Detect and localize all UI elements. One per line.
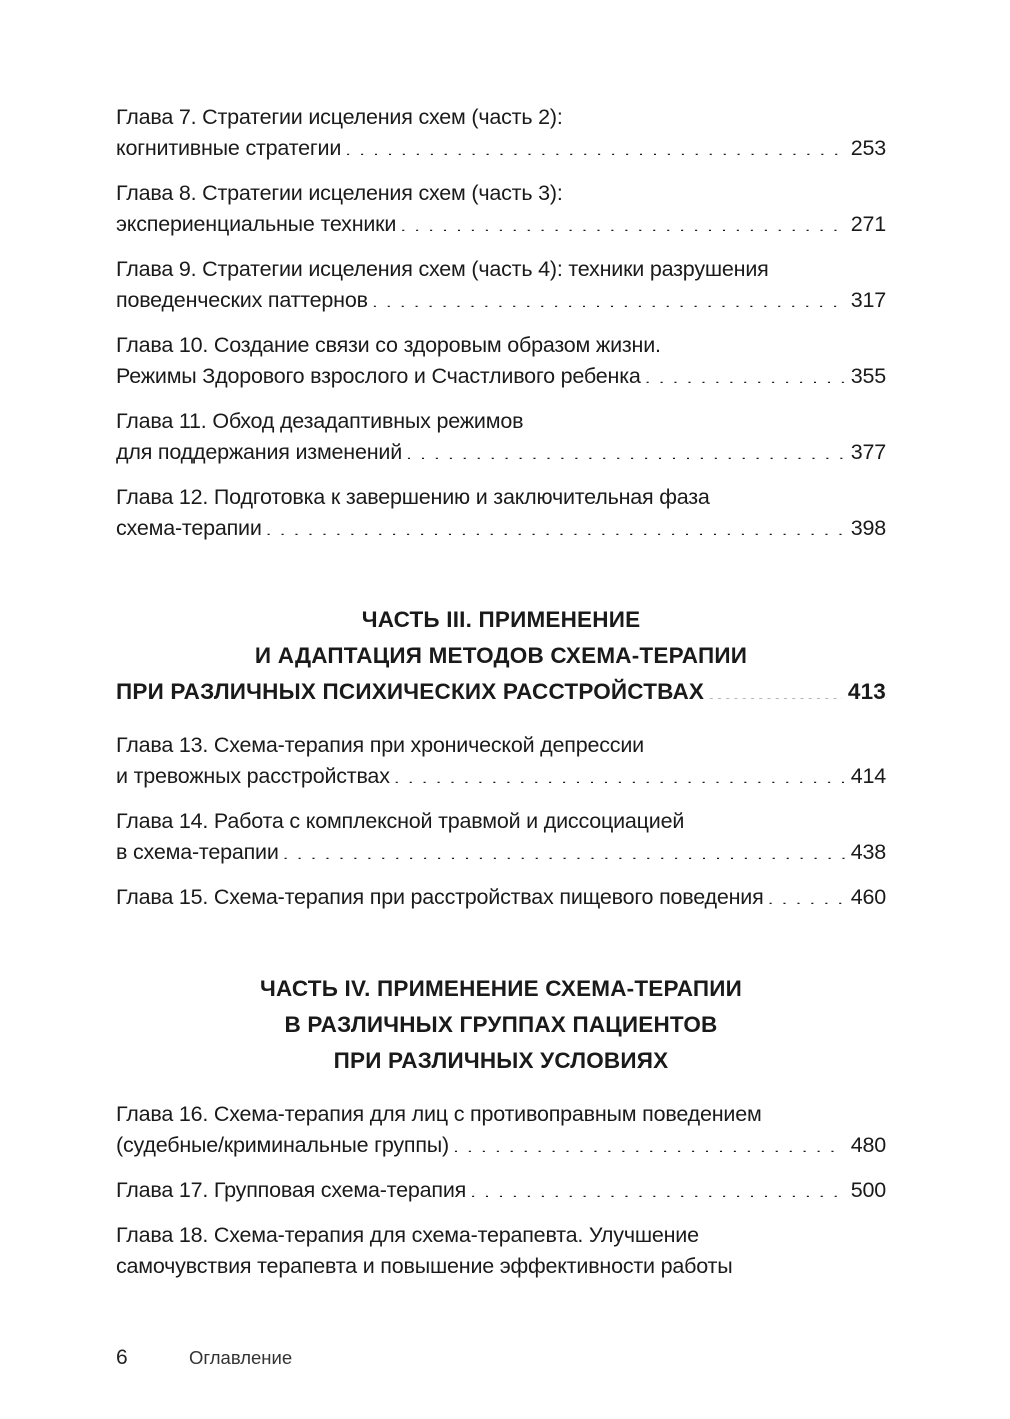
toc-entry-title: Глава 15. Схема-терапия при расстройствах пищевого поведения	[116, 885, 764, 909]
page-number: 253	[850, 136, 886, 160]
toc-entry-chapter-18	[116, 1220, 886, 1282]
part-heading-line: ЧАСТЬ III. ПРИМЕНЕНИЕ	[361, 607, 641, 632]
toc-entry-title-cont: (судебные/криминальные группы)	[116, 1133, 449, 1157]
page-number: 480	[850, 1133, 886, 1157]
toc-entry-title-cont: поведенческих паттернов	[116, 288, 368, 312]
toc-entry-title-cont: для поддержания изменений	[116, 440, 403, 464]
toc-entry-title-cont: самочувствия терапевта и повышение эффективности работы	[116, 1254, 733, 1278]
page-number: 500	[850, 1178, 886, 1202]
toc-entry-title-cont: и тревожных расстройствах	[116, 764, 390, 788]
page-number: 413	[847, 679, 886, 704]
dot-leader	[708, 677, 842, 700]
page-number: 460	[850, 885, 886, 909]
page-number: 271	[850, 212, 886, 236]
toc-entry-chapter-11	[116, 406, 886, 468]
toc-entry-title-cont: в схема-терапии	[116, 840, 279, 864]
toc-entry-title: Глава 16. Схема-терапия для лиц с противоправным поведением	[116, 1102, 762, 1126]
toc-entry-title: Глава 17. Групповая схема-терапия	[116, 1178, 467, 1202]
toc-entry-chapter-15	[116, 882, 886, 913]
folio-page-number: 6	[116, 1346, 128, 1369]
toc-entry-title: Глава 13. Схема-терапия при хронической депрессии	[116, 733, 644, 757]
part-heading-line: ПРИ РАЗЛИЧНЫХ УСЛОВИЯХ	[333, 1048, 669, 1073]
page-number: 355	[850, 364, 886, 388]
toc-entry-title-cont: экспериенциальные техники	[116, 212, 397, 236]
page-number: 377	[850, 440, 886, 464]
part-iii-heading	[116, 602, 886, 710]
toc-entry-chapter-12	[116, 482, 886, 544]
dot-leader	[394, 762, 845, 784]
part-heading-line: ПРИ РАЗЛИЧНЫХ ПСИХИЧЕСКИХ РАССТРОЙСТВАХ	[116, 679, 705, 704]
toc-entry-title: Глава 8. Стратегии исцеления схем (часть 3):	[116, 181, 563, 205]
part-heading-line: ЧАСТЬ IV. ПРИМЕНЕНИЕ СХЕМА-ТЕРАПИИ	[259, 976, 743, 1001]
toc-entry-chapter-16	[116, 1099, 886, 1161]
page-number: 414	[850, 764, 886, 788]
page-number: 398	[850, 516, 886, 540]
running-title: Оглавление	[189, 1347, 293, 1368]
toc-entry-chapter-8	[116, 178, 886, 240]
toc-entry-chapter-17	[116, 1175, 886, 1206]
part-iv-heading	[116, 971, 886, 1079]
toc-entry-chapter-7	[116, 102, 886, 164]
page-number: 438	[850, 840, 886, 864]
dot-leader	[345, 134, 845, 156]
dot-leader	[266, 514, 845, 536]
toc-entry-title: Глава 10. Создание связи со здоровым образом жизни.	[116, 333, 661, 357]
toc-entry-chapter-13	[116, 730, 886, 792]
toc-entry-title: Глава 7. Стратегии исцеления схем (часть 2):	[116, 105, 563, 129]
toc-entry-title-cont: Режимы Здорового взрослого и Счастливого ребенка	[116, 364, 641, 388]
toc-entry-chapter-14	[116, 806, 886, 868]
toc-entry-chapter-9	[116, 254, 886, 316]
part-heading-line: В РАЗЛИЧНЫХ ГРУППАХ ПАЦИЕНТОВ	[284, 1012, 718, 1037]
page-number: 317	[850, 288, 886, 312]
dot-leader	[406, 438, 845, 460]
dot-leader	[372, 286, 845, 308]
toc-entry-title: Глава 14. Работа с комплексной травмой и диссоциацией	[116, 809, 685, 833]
dot-leader	[645, 362, 845, 384]
dot-leader	[470, 1176, 845, 1198]
page-footer	[116, 1346, 292, 1370]
toc-entry-title: Глава 18. Схема-терапия для схема-терапевта. Улучшение	[116, 1223, 699, 1247]
toc-entry-title: Глава 9. Стратегии исцеления схем (часть 4): техники разрушения	[116, 257, 769, 281]
dot-leader	[283, 838, 845, 860]
toc-entry-title-cont: схема-терапии	[116, 516, 262, 540]
toc-entry-title-cont: когнитивные стратегии	[116, 136, 342, 160]
toc-entry-title: Глава 12. Подготовка к завершению и заключительная фаза	[116, 485, 710, 509]
dot-leader	[453, 1131, 845, 1153]
dot-leader	[400, 210, 845, 232]
dot-leader	[768, 883, 845, 905]
table-of-contents	[116, 102, 886, 1296]
part-heading-line: И АДАПТАЦИЯ МЕТОДОВ СХЕМА-ТЕРАПИИ	[254, 643, 748, 668]
toc-entry-chapter-10	[116, 330, 886, 392]
toc-entry-title: Глава 11. Обход дезадаптивных режимов	[116, 409, 524, 433]
